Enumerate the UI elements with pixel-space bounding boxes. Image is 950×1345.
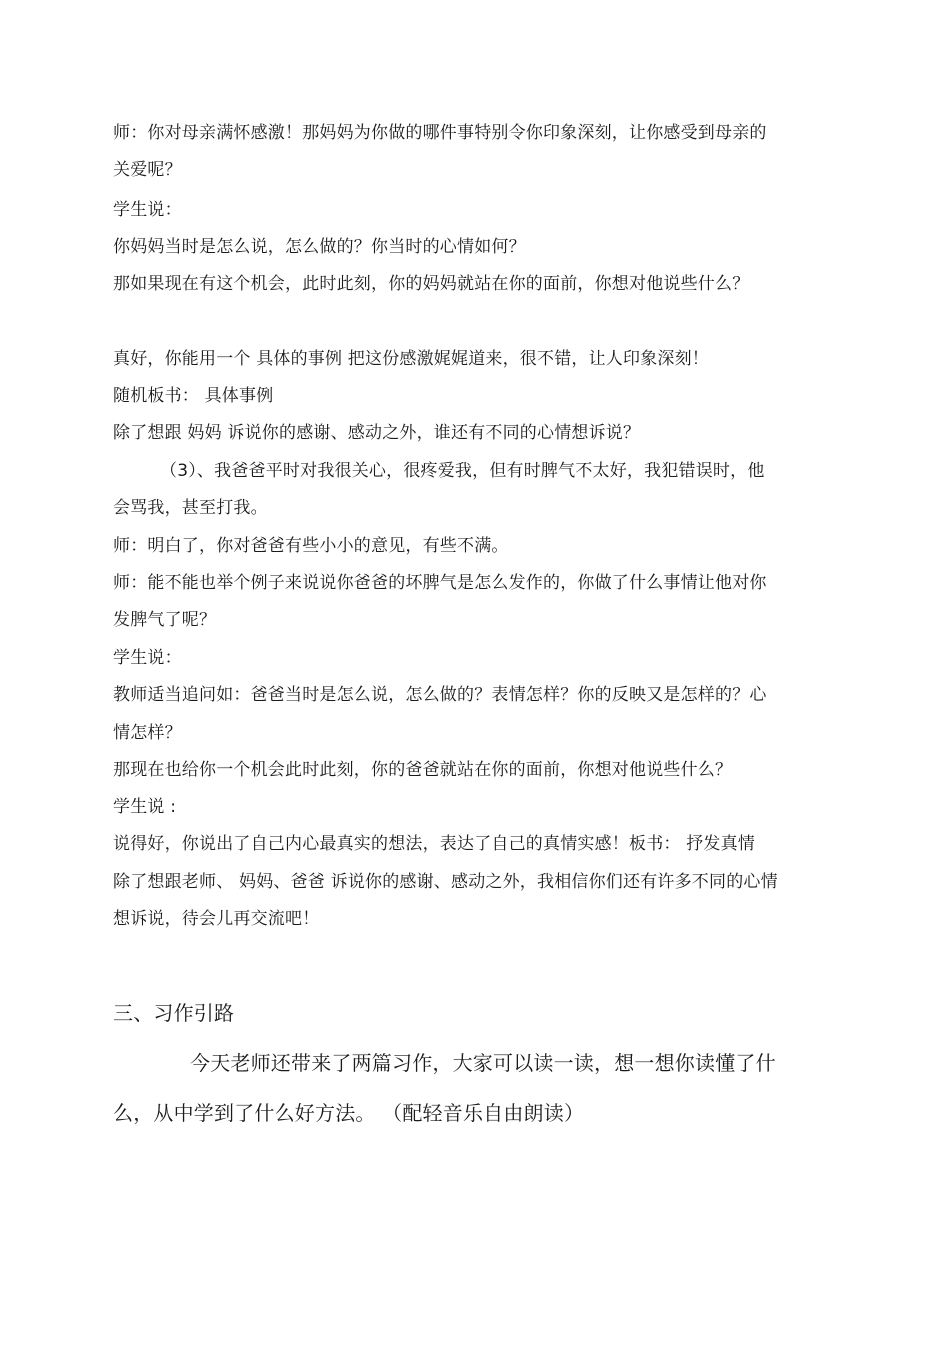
text-line: 师：能不能也举个例子来说说你爸爸的坏脾气是怎么发作的，你做了什么事情让他对你 [113, 573, 767, 593]
text-line: （3）、我爸爸平时对我很关心，很疼爱我，但有时脾气不太好，我犯错误时，他 [160, 461, 765, 481]
text-line: 教师适当追问如：爸爸当时是怎么说，怎么做的？表情怎样？你的反映又是怎样的？心 [113, 685, 767, 705]
text-line: 想诉说，待会儿再交流吧！ [113, 909, 320, 929]
text-line: 学生说 : [113, 797, 177, 817]
text-line: 真好，你能用一个 具体的事例 把这份感激娓娓道来，很不错，让人印象深刻！ [113, 349, 710, 369]
text-line: 那如果现在有这个机会，此时此刻，你的妈妈就站在你的面前，你想对他说些什么？ [113, 274, 750, 294]
text-line: 关爱呢？ [113, 160, 182, 180]
text-line: 会骂我，甚至打我。 [113, 498, 268, 518]
paragraph-line: 今天老师还带来了两篇习作，大家可以读一读，想一想你读懂了什 [190, 1051, 776, 1075]
text-line: 师：你对母亲满怀感激！那妈妈为你做的哪件事特别令你印象深刻，让你感受到母亲的 [113, 123, 767, 143]
text-line: 你妈妈当时是怎么说，怎么做的？你当时的心情如何？ [113, 237, 526, 257]
text-line: 除了想跟 妈妈 诉说你的感谢、感动之外，谁还有不同的心情想诉说？ [113, 423, 641, 443]
text-line: 那现在也给你一个机会此时此刻，你的爸爸就站在你的面前，你想对他说些什么？ [113, 760, 733, 780]
text-line: 师：明白了，你对爸爸有些小小的意见，有些不满。 [113, 536, 509, 556]
text-line: 学生说： [113, 648, 182, 668]
text-line: 除了想跟老师、 妈妈、爸爸 诉说你的感谢、感动之外，我相信你们还有许多不同的心情 [113, 872, 778, 892]
text-line: 发脾气了呢？ [113, 610, 217, 630]
text-line: 学生说： [113, 200, 182, 220]
text-line: 情怎样？ [113, 723, 182, 743]
section-heading: 三、习作引路 [113, 1001, 235, 1025]
text-line: 随机板书： 具体事例 [113, 386, 274, 406]
text-line: 说得好，你说出了自己内心最真实的想法，表达了自己的真情实感！板书： 抒发真情 [113, 834, 756, 854]
paragraph-line: 么，从中学到了什么好方法。 （配轻音乐自由朗读） [113, 1101, 585, 1125]
